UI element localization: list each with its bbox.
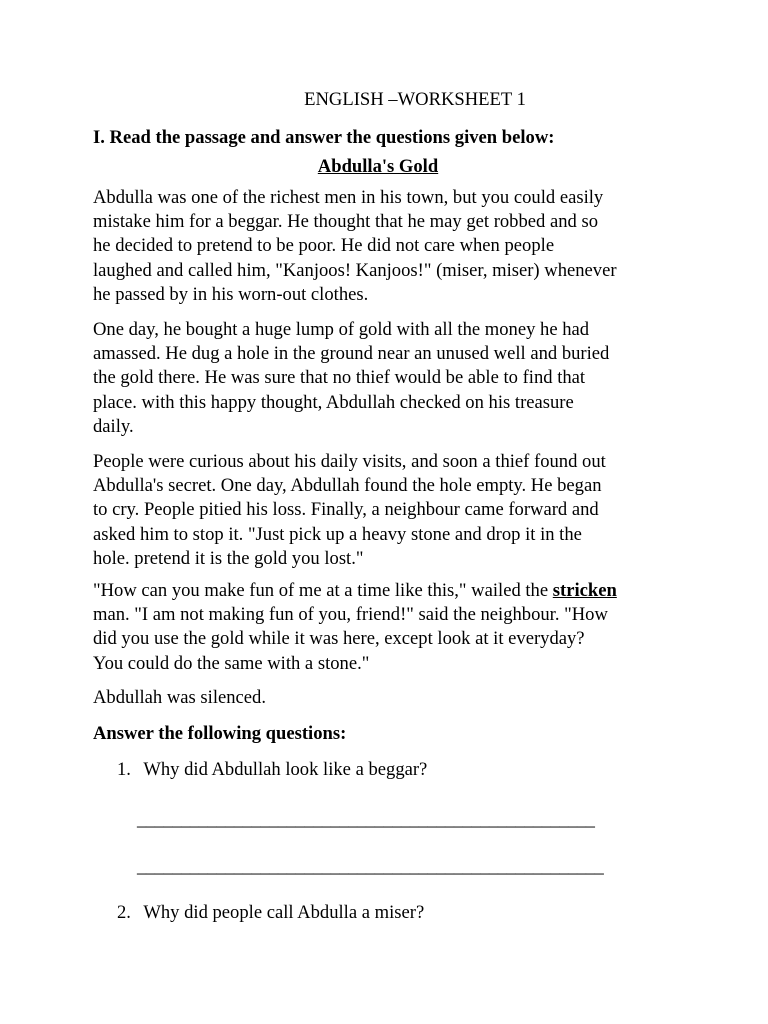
question-text: Why did Abdullah look like a beggar? xyxy=(143,759,428,780)
passage-line: asked him to stop it. "Just pick up a heavy stone and drop it in the xyxy=(93,523,582,545)
question-text: Why did people call Abdulla a miser? xyxy=(143,902,425,923)
passage-paragraph-5 xyxy=(93,686,693,710)
question-item xyxy=(117,901,424,925)
passage-line: One day, he bought a huge lump of gold with all the money he had xyxy=(93,319,590,340)
passage-line: Abdullah was silenced. xyxy=(93,687,266,708)
passage-line: hole. pretend it is the gold you lost." xyxy=(93,547,364,569)
passage-line: he decided to pretend to be poor. He did not care when people xyxy=(93,235,555,257)
passage-line: laughed and called him, "Kanjoos! Kanjoos!" (miser, miser) whenever xyxy=(93,259,617,281)
passage-line: the gold there. He was sure that no thief would be able to find that xyxy=(93,367,586,389)
answer-line[interactable]: ____________________________________________________ xyxy=(137,809,595,830)
passage-line: You could do the same with a stone." xyxy=(93,652,370,674)
passage-paragraph-1 xyxy=(93,186,693,307)
passage-paragraph-2 xyxy=(93,318,693,439)
passage-line: place. with this happy thought, Abdullah checked on his treasure xyxy=(93,391,574,413)
passage-line: amassed. He dug a hole in the ground near an unused well and buried xyxy=(93,343,610,365)
instruction-text: I. Read the passage and answer the questions given below: xyxy=(93,127,555,148)
question-item xyxy=(117,758,427,782)
passage-line: mistake him for a beggar. He thought that he may get robbed and so xyxy=(93,211,598,233)
passage-line: People were curious about his daily visits, and soon a thief found out xyxy=(93,451,606,472)
passage-line: did you use the gold while it was here, except look at it everyday? xyxy=(93,628,585,650)
passage-line: he passed by in his worn-out clothes. xyxy=(93,283,369,305)
question-number: 1. xyxy=(117,759,131,780)
answer-line[interactable]: _____________________________________________________ xyxy=(137,856,604,877)
worksheet-title: ENGLISH –WORKSHEET 1 xyxy=(304,89,526,110)
emphasized-word: stricken xyxy=(552,580,617,601)
passage-paragraph-3 xyxy=(93,450,693,571)
story-title: Abdulla's Gold xyxy=(317,156,439,177)
questions-heading: Answer the following questions: xyxy=(93,723,347,744)
passage-line xyxy=(93,579,693,603)
passage-line: Abdulla's secret. One day, Abdullah found the hole empty. He began xyxy=(93,475,602,497)
passage-line: to cry. People pitied his loss. Finally, a neighbour came forward and xyxy=(93,499,599,521)
passage-paragraph-4 xyxy=(93,579,693,676)
passage-text: "How can you make fun of me at a time like this," wailed the xyxy=(93,580,553,601)
passage-line: Abdulla was one of the richest men in his town, but you could easily xyxy=(93,187,604,208)
question-number: 2. xyxy=(117,902,131,923)
passage-line: daily. xyxy=(93,415,134,437)
passage-line: man. "I am not making fun of you, friend!" said the neighbour. "How xyxy=(93,604,608,626)
